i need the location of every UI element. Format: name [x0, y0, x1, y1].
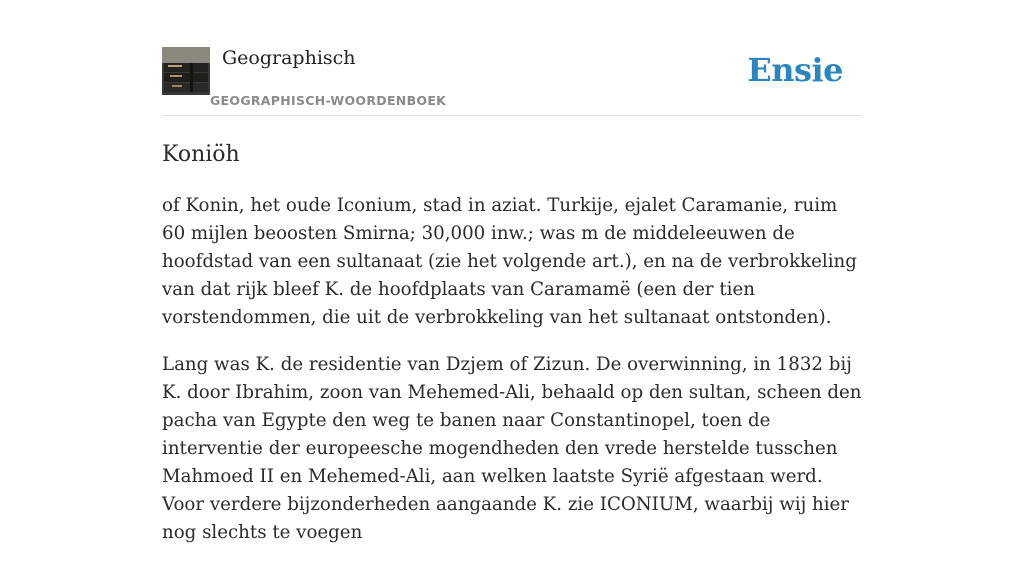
entry-content	[162, 192, 862, 566]
collection-slug[interactable]: GEOGRAPHISCH-WOORDENBOEK	[210, 93, 447, 108]
ensie-logo[interactable]: Ensie	[747, 51, 843, 89]
books-avatar-icon	[162, 47, 210, 95]
collection-title[interactable]: Geographisch	[222, 47, 356, 69]
entry-title: Koniöh	[162, 142, 240, 167]
collection-avatar[interactable]	[162, 47, 210, 95]
entry-paragraph: Lang was K. de residentie van Dzjem of Zizun. De overwinning, in 1832 bij K. door Ibrahim, zoon van Mehemed-Ali, behaald op den sultan, scheen den pacha van Egypte den weg te banen naar Constantinopel, toen de interventie der europeesche mogendheden den vrede herstelde tusschen Mahmoed II en Mehemed-Ali, aan welken laatste Syrië afgestaan werd. Voor verdere bijzonderheden aangaande K. zie ICONIUM, waarbij wij hier nog slechts te voegen	[162, 354, 862, 543]
entry-header	[162, 46, 862, 116]
entry-paragraph: of Konin, het oude Iconium, stad in aziat. Turkije, ejalet Caramanie, ruim 60 mijlen beoosten Smirna; 30,000 inw.; was m de middeleeuwen de hoofdstad van een sultanaat (zie het volgende art.), en na de verbrokkeling van dat rijk bleef K. de hoofdplaats van Caramamë (een der tien vorstendommen, die uit de verbrokkeling van het sultanaat ontstonden).	[162, 195, 857, 328]
